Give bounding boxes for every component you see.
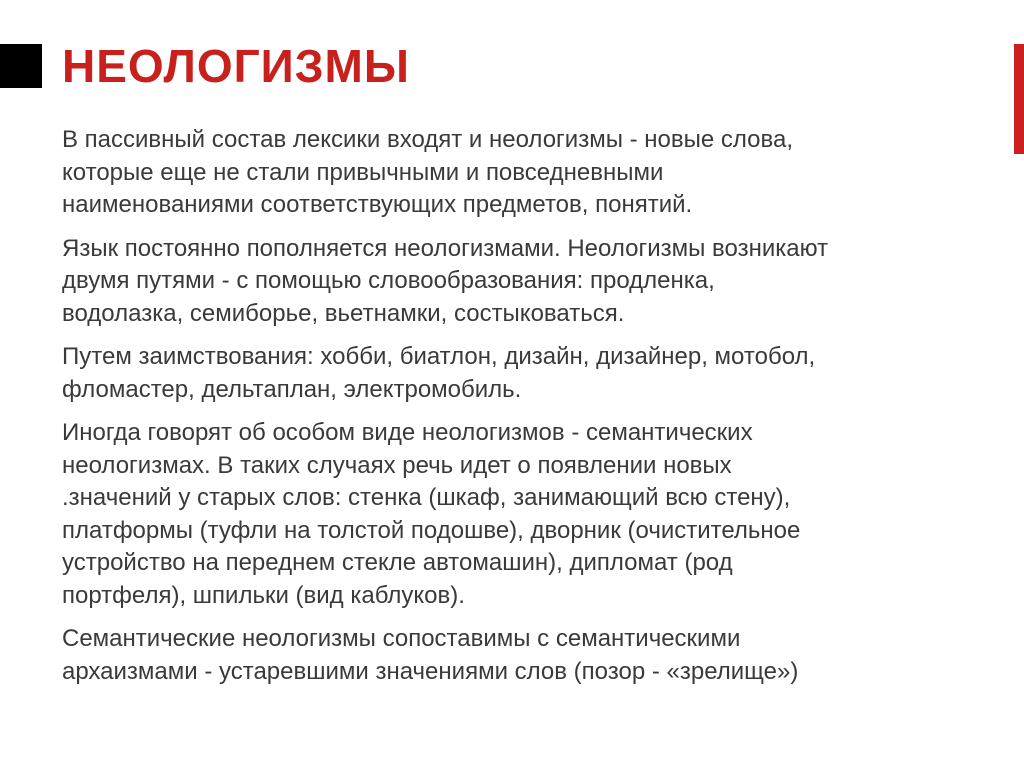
text-line: водолазка, семиборье, вьетнамки, состыковаться. [62,299,625,327]
text-line: Путем заимствования: хобби, биатлон, дизайн, дизайнер, мотобол, [62,343,816,370]
text-line: портфеля), шпильки (вид каблуков). [62,581,465,609]
text-line: В пассивный состав лексики входят и неологизмы - новые слова, [62,126,794,153]
slide-title: НЕОЛОГИЗМЫ [62,40,410,92]
paragraph-2 [62,233,992,331]
text-line: платформы (туфли на толстой подошве), дворник (очистительное [62,516,801,544]
text-line: наименованиями соответствующих предметов, понятий. [62,191,693,218]
slide-body [62,124,992,699]
text-line: устройство на переднем стекле автомашин), дипломат (род [62,549,733,576]
paragraph-3 [62,341,992,406]
text-line: которые еще не стали привычными и повседневными [62,158,664,186]
text-line: .значений у старых слов: стенка (шкаф, занимающий всю стену), [62,484,791,511]
left-accent-bar [0,44,42,88]
text-line: архаизмами - устаревшими значениями слов (позор - «зрелище») [62,657,799,685]
paragraph-5 [62,623,992,688]
right-accent-bar [1014,44,1024,154]
text-line: Язык постоянно пополняется неологизмами. Неологизмы возникают [62,234,829,262]
text-line: Иногда говорят об особом виде неологизмов - семантических [62,419,753,446]
paragraph-4 [62,417,992,612]
text-line: Семантические неологизмы сопоставимы с семантическими [62,625,741,652]
text-line: фломастер, дельтаплан, электромобиль. [62,375,522,403]
text-line: неологизмах. В таких случаях речь идет о появлении новых [62,451,732,479]
paragraph-1 [62,124,992,222]
text-line: двумя путями - с помощью словообразования: продленка, [62,267,715,294]
